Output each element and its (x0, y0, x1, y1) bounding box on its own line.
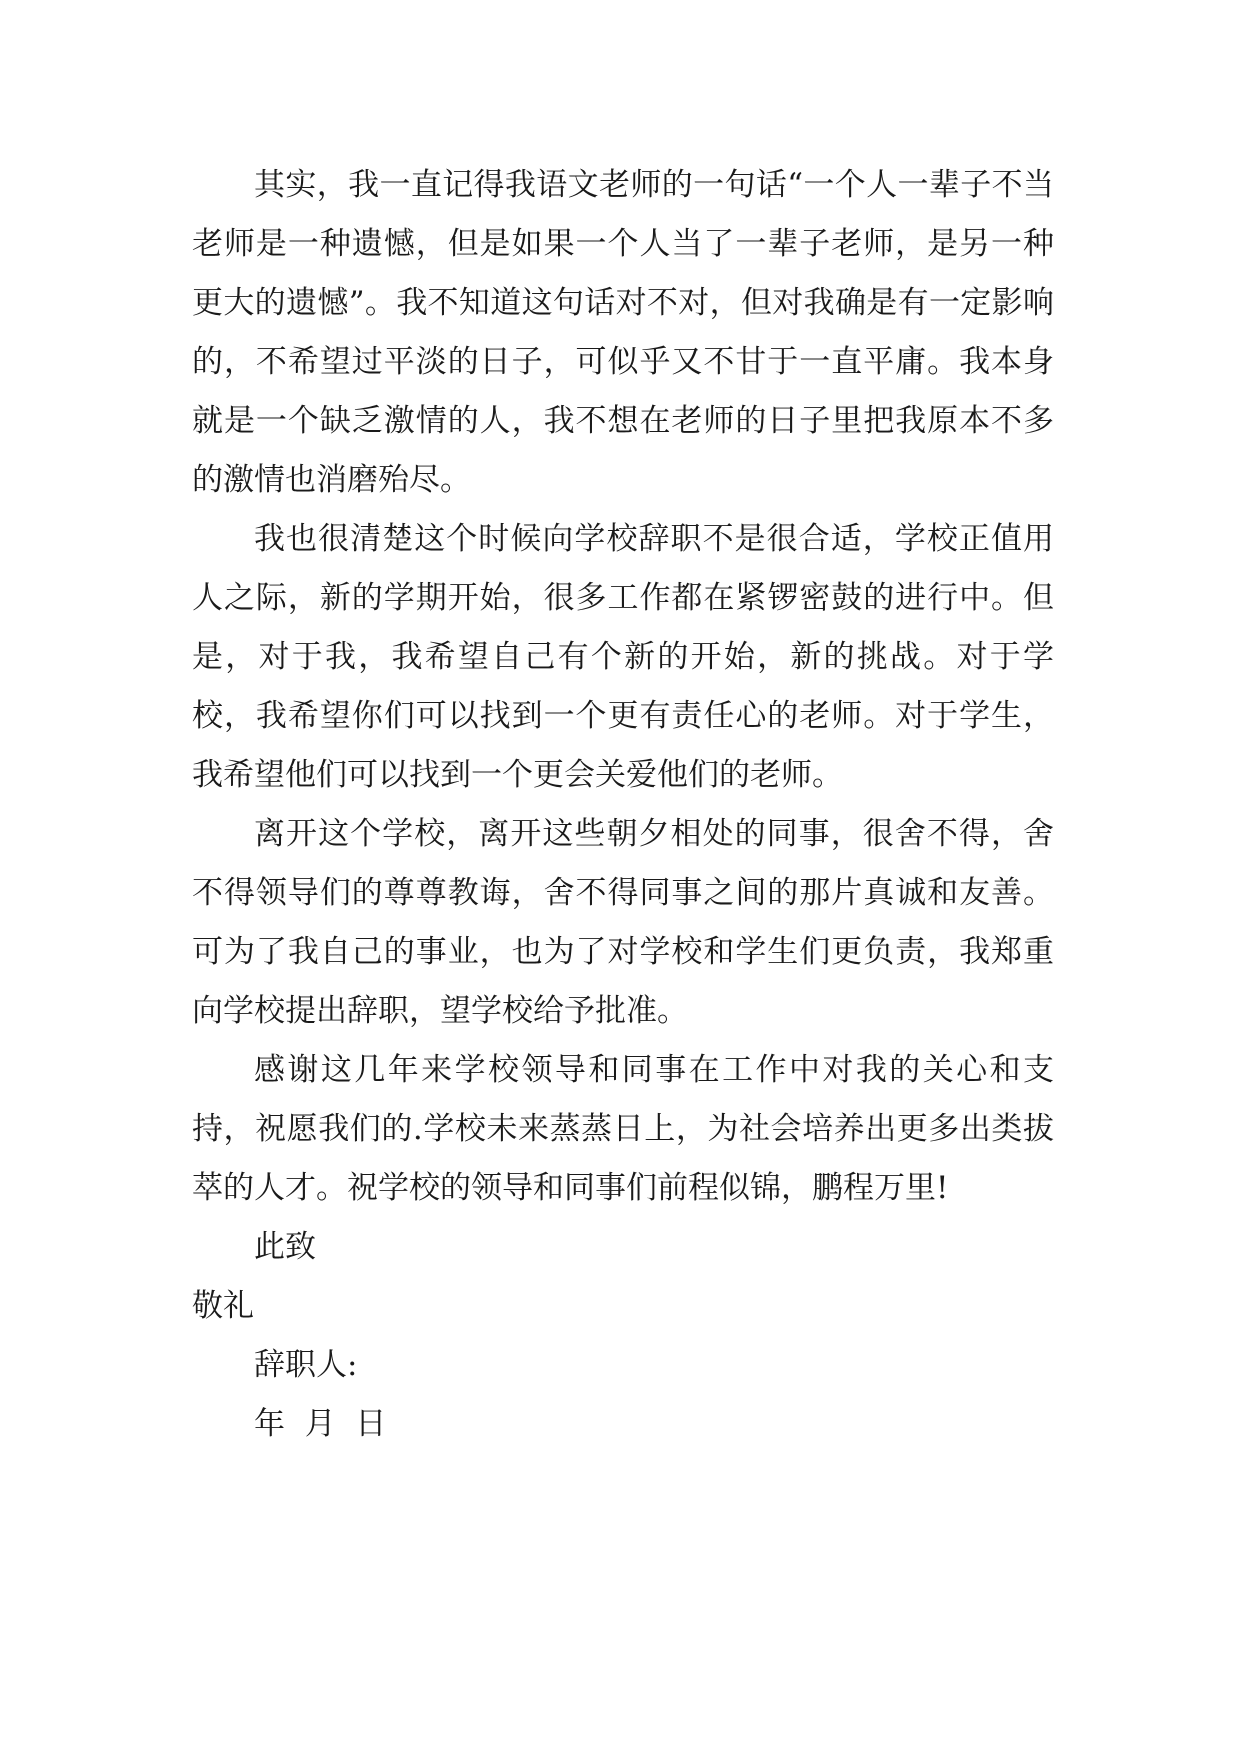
body-paragraph-1: 其实，我一直记得我语文老师的一句话“一个人一辈子不当老师是一种遗憾，但是如果一个人当了一辈子老师，是另一种更大的遗憾”。我不知道这句话对不对，但对我确是有一定影响的，不希望过平淡的日子，可似乎又不甘于一直平庸。我本身就是一个缺乏激情的人，我不想在老师的日子里把我原本不多的激情也消磨殆尽。 (192, 167, 1054, 498)
body-paragraph-3: 离开这个学校，离开这些朝夕相处的同事，很舍不得，舍不得领导们的尊尊教诲，舍不得同事之间的那片真诚和友善。 可为了我自己的事业，也为了对学校和学生们更负责，我郑重向学校提出辞职，望学校给予批准。 (192, 816, 1054, 1029)
signer-label: 辞职人: (254, 1347, 358, 1383)
body-paragraph-2: 我也很清楚这个时候向学校辞职不是很合适，学校正值用人之际，新的学期开始，很多工作都在紧锣密鼓的进行中。但是，对于我，我希望自己有个新的开始，新的挑战。对于学校，我希望你们可以找到一个更有责任心的老师。对于学生，我希望他们可以找到一个更会关爱他们的老师。 (192, 521, 1054, 793)
resignation-letter-page (192, 156, 1054, 1454)
closing-phrase: 此致 (254, 1229, 316, 1265)
salutation: 敬礼 (192, 1288, 254, 1324)
body-paragraph-4: 感谢这几年来学校领导和同事在工作中对我的关心和支持，祝愿我们的.学校未来蒸蒸日上，为社会培养出更多出类拔萃的人才。祝学校的领导和同事们前程似锦，鹏程万里! (192, 1052, 1054, 1206)
date-line: 年 月 日 (254, 1406, 387, 1442)
